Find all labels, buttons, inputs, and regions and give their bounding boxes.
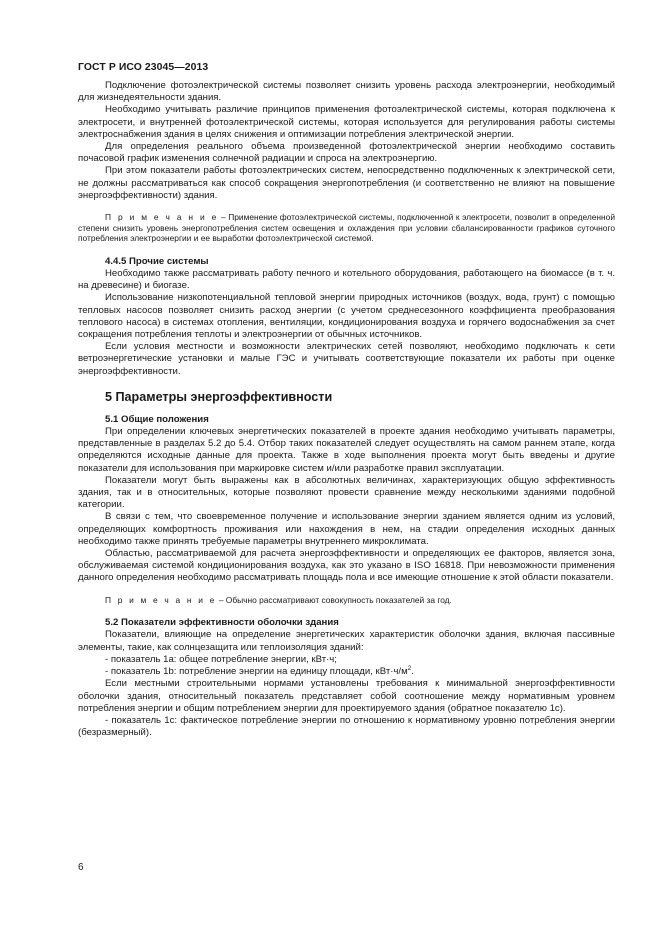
paragraph: Если условия местности и возможности электрических сетей позволяют, необходимо подключать к сети ветроэнергетические установки и малые ГЭС и учитывать соответствующие показатели их работы при оценке энергоэффективности. xyxy=(78,341,615,377)
list-item: - показатель 1a: общее потребление энергии, кВт·ч; xyxy=(105,653,337,665)
subsection-title-5-2: 5.2 Показатели эффективности оболочки здания xyxy=(105,617,339,629)
paragraph: Областью, рассматриваемой для расчета энергоэффективности и определяющих ее факторов, является зона, обслуживаемая системой кондиционирования воздуха, как это указано в ISO 16818. При невозможности применения данного определения необходимо рассматривать площадь пола и все имеющие отношение к этой области показатели. xyxy=(78,548,615,584)
note xyxy=(78,595,615,606)
list-item: - показатель 1c: фактическое потребление энергии по отношению к нормативному уровню потребления энергии (безразмерный). xyxy=(78,714,615,739)
subsection-title-5-1: 5.1 Общие положения xyxy=(105,413,209,425)
list-item-text: - показатель 1b: потребление энергии на единицу площади, кВт·ч/м xyxy=(105,666,408,678)
section-title-5: 5 Параметры энергоэффективности xyxy=(105,389,333,404)
paragraph: Необходимо также рассматривать работу печного и котельного оборудования, работающего на биомассе (в т. ч. на древесине) и биогазе. xyxy=(78,268,615,292)
note-text: – Применение фотоэлектрической системы, подключенной к электросети, позволит в определенной степени снизить уровень энергопотребления систем освещения и охлаждения при условии сбалансированности графиков суточного потребления электроэнергии и ее выработки фотоэлектрической системой. xyxy=(78,212,616,244)
paragraph: Показатели, влияющие на определение энергетических характеристик оболочки здания, включая пассивные элементы, такие, как солнцезащита или теплоизоляция зданий: xyxy=(78,629,615,653)
note-label: П р и м е ч а н и е xyxy=(105,594,217,605)
paragraph: Подключение фотоэлектрической системы позволяет снизить уровень расхода электроэнергии, необходимый для жизнедеятельности здания. xyxy=(78,80,615,104)
note xyxy=(78,212,615,244)
paragraph: В связи с тем, что своевременное получение и использование энергии зданием является одним из условий, определяющих комфортность проживания или нахождения в нем, на стадии определения исходных данных необходимо также принять требуемые параметры внутреннего микроклимата. xyxy=(78,511,615,547)
paragraph: При этом показатели работы фотоэлектрических систем, непосредственно подключенных к электрической сети, не должны рассматриваться как способ сокращения энергопотребления (и соответственно не влияют на повышение энергоэффективности) здания. xyxy=(78,165,615,201)
page-number: 6 xyxy=(78,862,84,873)
note-label: П р и м е ч а н и е xyxy=(105,212,219,223)
paragraph: Показатели могут быть выражены как в абсолютных величинах, характеризующих общую эффективность здания, так и в относительных, которые позволяют провести сравнение между несколькими зданиями подобной категории. xyxy=(78,474,615,511)
paragraph: Для определения реального объема произведенной фотоэлектрической энергии необходимо составить почасовой график изменения солнечной радиации и спроса на электроэнергию. xyxy=(78,141,615,165)
note-text: – Обычно рассматривают совокупность показателей за год. xyxy=(216,594,452,605)
paragraph: Необходимо учитывать различие принципов применения фотоэлектрической системы, которая подключена к электросети, и внутренней фотоэлектрической системы, которая используется для регулирования работы системы электроснабжения здания в целях снижения и оптимизации потребления электрической энергии. xyxy=(78,104,615,140)
paragraph: Если местными строительными нормами установлены требования к минимальной энергоэффективности оболочки здания, относительный показатель представляет собой соотношение между нормативным уровнем потребления энергии и общим потреблением энергии для проектируемого здания (обратное показателю 1c). xyxy=(78,678,615,714)
paragraph: При определении ключевых энергетических показателей в проекте здания необходимо учитывать параметры, представленные в разделах 5.2 до 5.4. Отбор таких показателей следует осуществлять на самом раннем этапе, когда определяются исходные данные для проекта. Также в ходе выполнения проекта могут быть введены и другие показатели для использования при маркировке систем и/или разработке правил эксплуатации. xyxy=(78,426,615,474)
paragraph: Использование низкопотенциальной тепловой энергии природных источников (воздух, вода, грунт) с помощью тепловых насосов позволяет снизить расход энергии (с учетом среднесезонного коэффициента преобразования теплового насоса) в системах отопления, вентиляции, кондиционирования воздуха и горячего водоснабжения за счет сокращения потребления теплоты и электроэнергии от обычных источников. xyxy=(78,292,615,341)
standard-header: ГОСТ Р ИСО 23045—2013 xyxy=(78,62,209,73)
page-content xyxy=(78,80,615,739)
superscript: 2 xyxy=(407,664,412,672)
list-item xyxy=(78,666,615,678)
subsection-title-4-4-5: 4.4.5 Прочие системы xyxy=(105,255,209,267)
list-item-end: . xyxy=(411,666,414,678)
